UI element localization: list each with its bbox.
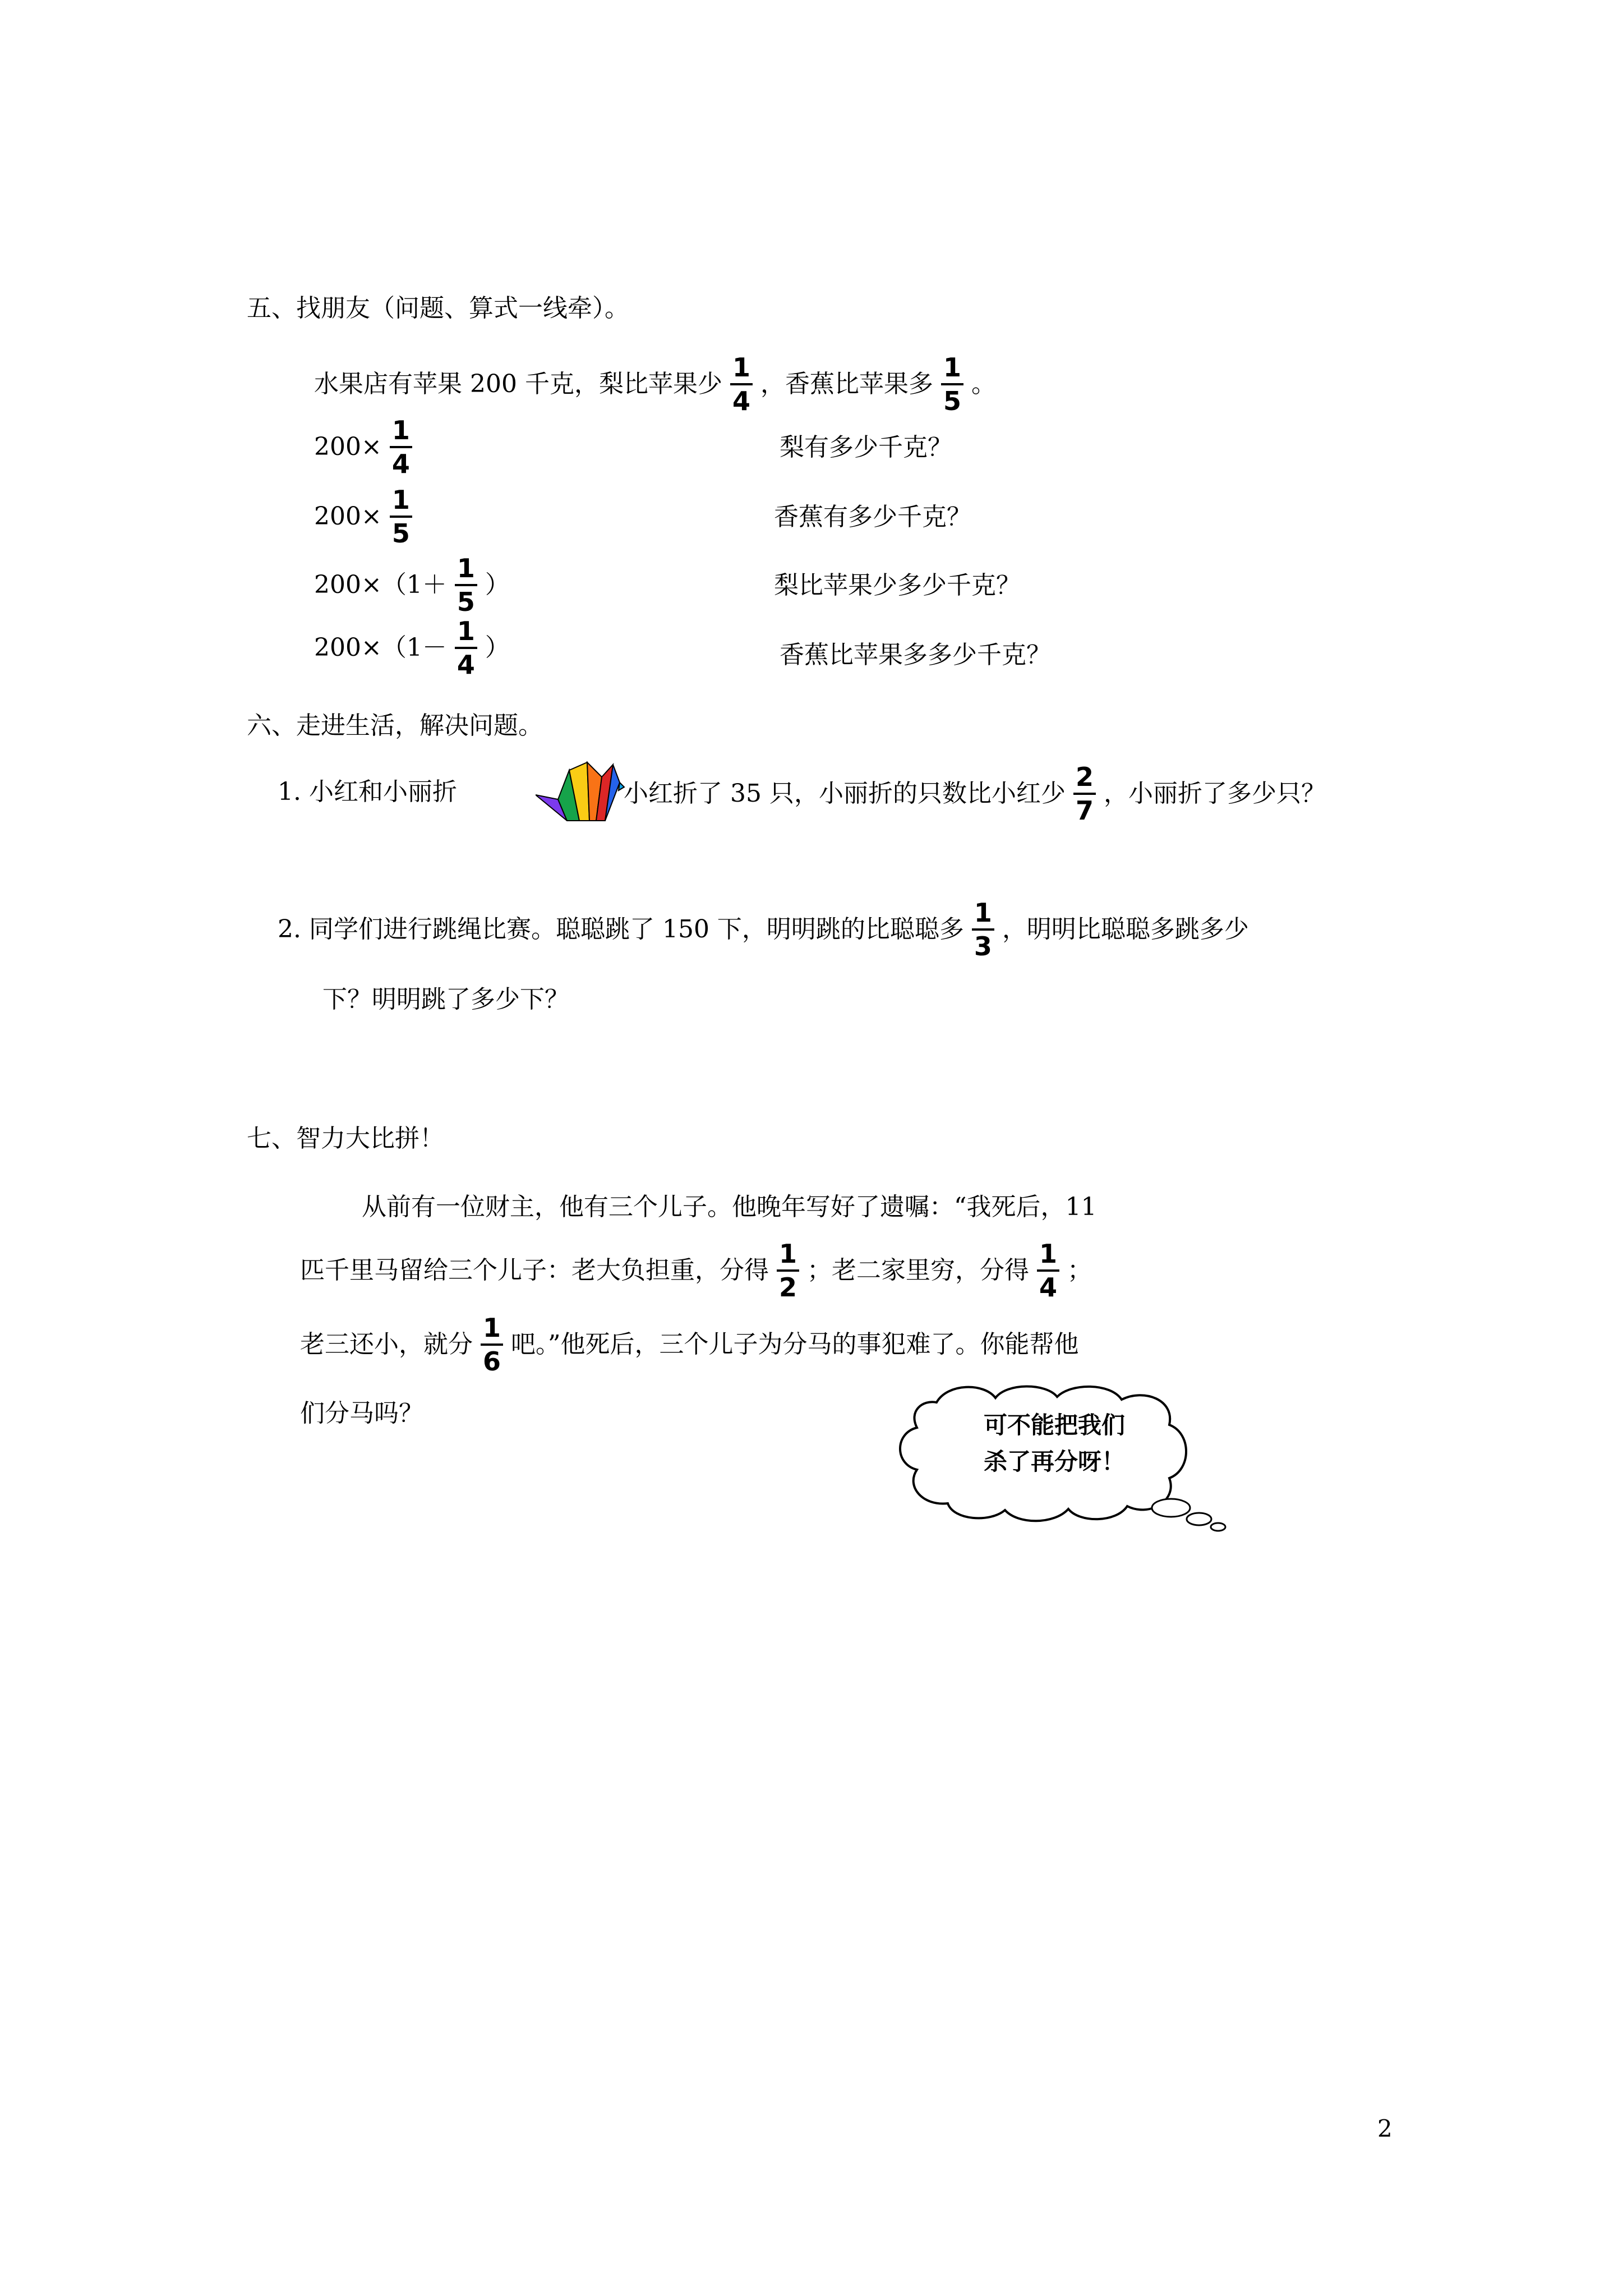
problem-1-text-b: 小红折了 35 只，小丽折的只数比小红少 [624, 779, 1066, 808]
fraction-1-4: $\frac{1}{4}$ [730, 354, 753, 415]
story-line-1: 从前有一位财主，他有三个儿子。他晚年写好了遗嘱：“我死后，11 [362, 1193, 1097, 1221]
problem-2-text-c: ，明明比聪聪多跳多少 [1002, 915, 1249, 944]
problem-2-text-a: 2. 同学们进行跳绳比赛。聪聪跳了 150 下，明明跳的比聪聪多 [278, 915, 964, 944]
story-line-2: 匹千里马留给三个儿子：老大负担重，分得 $\frac{1}{2}$ ；老二家里穷，分得 $\frac{1}{4}$ ； [300, 1238, 1092, 1303]
fraction-1-4-b: $\frac{1}{4}$ [1037, 1240, 1059, 1301]
problem-1-line [624, 761, 1326, 826]
question-3[interactable]: 梨比苹果少多少千克？ [774, 571, 1021, 600]
expression-1[interactable]: 200× $\frac{1}{4}$ [314, 422, 420, 472]
section6-title: 六、走进生活，解决问题。 [247, 711, 543, 740]
expression-3[interactable]: 200×（1＋ $\frac{1}{5}$ ） [314, 553, 510, 617]
intro-text-b: ，香蕉比苹果多 [760, 370, 933, 398]
paper-crane-icon [536, 760, 625, 822]
question-1[interactable]: 梨有多少千克？ [780, 433, 952, 462]
fraction-1-2: $\frac{1}{2}$ [777, 1240, 799, 1301]
problem-2-line [278, 897, 1249, 961]
problem-2-line2: 下？明明跳了多少下？ [322, 985, 569, 1014]
expression-4[interactable]: 200×（1－ $\frac{1}{4}$ ） [314, 615, 510, 680]
question-4[interactable]: 香蕉比苹果多多少千克？ [780, 641, 1051, 669]
fraction-2-7: $\frac{2}{7}$ [1073, 763, 1096, 825]
fraction-1-6: $\frac{1}{6}$ [481, 1314, 503, 1375]
section7-title: 七、智力大比拼！ [247, 1124, 444, 1153]
bubble-text [925, 1407, 1183, 1480]
question-2[interactable]: 香蕉有多少千克？ [774, 503, 971, 531]
story-line-3: 老三还小，就分 $\frac{1}{6}$ 吧。”他死后，三个儿子为分马的事犯难了。你能帮他 [300, 1312, 1079, 1377]
section5-intro [314, 352, 996, 416]
story-line-4: 们分马吗？ [300, 1399, 423, 1428]
fraction-1-5: $\frac{1}{5}$ [941, 354, 963, 415]
problem-1-text-a: 1. 小红和小丽折 [278, 777, 457, 806]
bubble-line-1: 可不能把我们 [983, 1411, 1125, 1439]
expression-fraction: $\frac{1}{4}$ [455, 618, 477, 679]
page-number: 2 [1377, 2115, 1393, 2142]
intro-text-a: 水果店有苹果 200 千克，梨比苹果少 [314, 370, 722, 398]
section5-title: 五、找朋友（问题、算式一线牵）。 [247, 294, 629, 323]
bubble-line-2: 杀了再分呀！ [983, 1448, 1125, 1476]
expression-fraction: $\frac{1}{4}$ [390, 417, 412, 478]
problem-1-text-c: ，小丽折了多少只？ [1103, 779, 1326, 808]
intro-text-c: 。 [971, 370, 996, 398]
expression-2[interactable]: 200× $\frac{1}{5}$ [314, 491, 420, 542]
expression-fraction: $\frac{1}{5}$ [390, 486, 412, 547]
expression-fraction: $\frac{1}{5}$ [455, 555, 477, 616]
fraction-1-3: $\frac{1}{3}$ [972, 899, 994, 960]
